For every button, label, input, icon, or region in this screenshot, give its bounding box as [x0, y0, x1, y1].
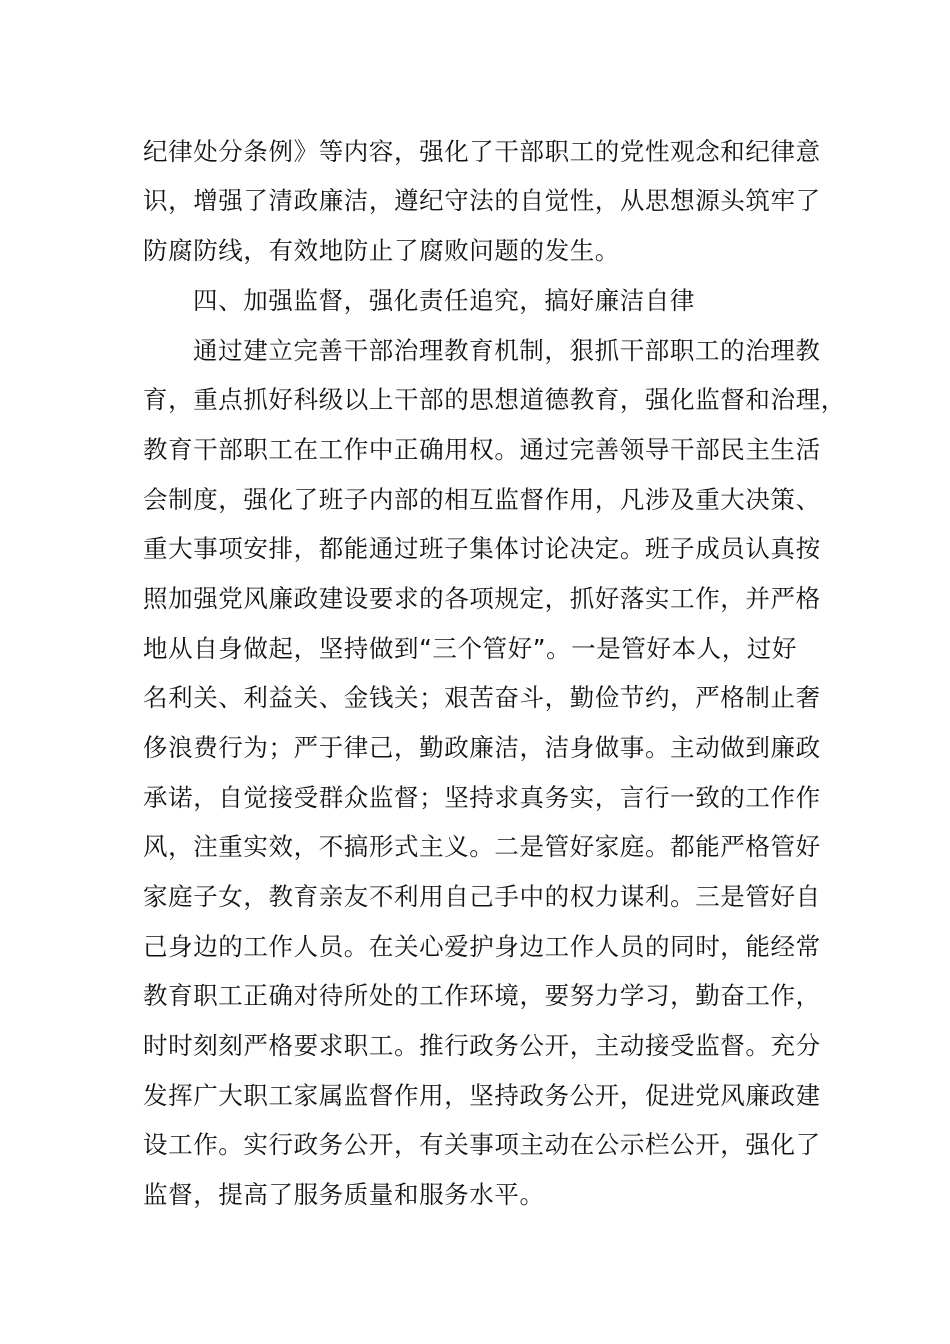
text-line: 名利关、利益关、金钱关；艰苦奋斗，勤俭节约，严格制止奢 — [143, 683, 821, 712]
text-line: 设工作。实行政务公开，有关事项主动在公示栏公开，强化了 — [143, 1130, 821, 1159]
text-line: 侈浪费行为；严于律己，勤政廉洁，洁身做事。主动做到廉政 — [143, 733, 821, 762]
text-line: 纪律处分条例》等内容，强化了干部职工的党性观念和纪律意 — [143, 137, 821, 166]
text-line: 识，增强了清政廉洁，遵纪守法的自觉性，从思想源头筑牢了 — [143, 186, 821, 215]
text-line: 承诺，自觉接受群众监督；坚持求真务实，言行一致的工作作 — [143, 783, 821, 812]
text-line: 照加强党风廉政建设要求的各项规定，抓好落实工作，并严格 — [143, 584, 821, 613]
text-line: 时时刻刻严格要求职工。推行政务公开，主动接受监督。充分 — [143, 1031, 821, 1060]
text-line: 育，重点抓好科级以上干部的思想道德教育，强化监督和治理， — [143, 385, 846, 414]
text-line: 地从自身做起，坚持做到“三个管好”。一是管好本人，过好 — [143, 634, 798, 663]
text-line: 教育职工正确对待所处的工作环境，要努力学习，勤奋工作， — [143, 981, 821, 1010]
text-line: 教育干部职工在工作中正确用权。通过完善领导干部民主生活 — [143, 435, 821, 464]
text-line: 重大事项安排，都能通过班子集体讨论决定。班子成员认真按 — [143, 534, 821, 563]
text-line: 通过建立完善干部治理教育机制，狠抓干部职工的治理教 — [193, 336, 821, 365]
text-line: 风，注重实效，不搞形式主义。二是管好家庭。都能严格管好 — [143, 832, 821, 861]
section-heading: 四、加强监督，强化责任追究，搞好廉洁自律 — [193, 286, 695, 315]
text-line: 己身边的工作人员。在关心爱护身边工作人员的同时，能经常 — [143, 932, 821, 961]
text-line: 家庭子女，教育亲友不利用自己手中的权力谋利。三是管好自 — [143, 882, 821, 911]
text-line: 会制度，强化了班子内部的相互监督作用，凡涉及重大决策、 — [143, 485, 821, 514]
text-line: 防腐防线，有效地防止了腐败问题的发生。 — [143, 236, 620, 265]
text-line: 监督，提高了服务质量和服务水平。 — [143, 1180, 545, 1209]
text-line: 发挥广大职工家属监督作用，坚持政务公开，促进党风廉政建 — [143, 1081, 821, 1110]
